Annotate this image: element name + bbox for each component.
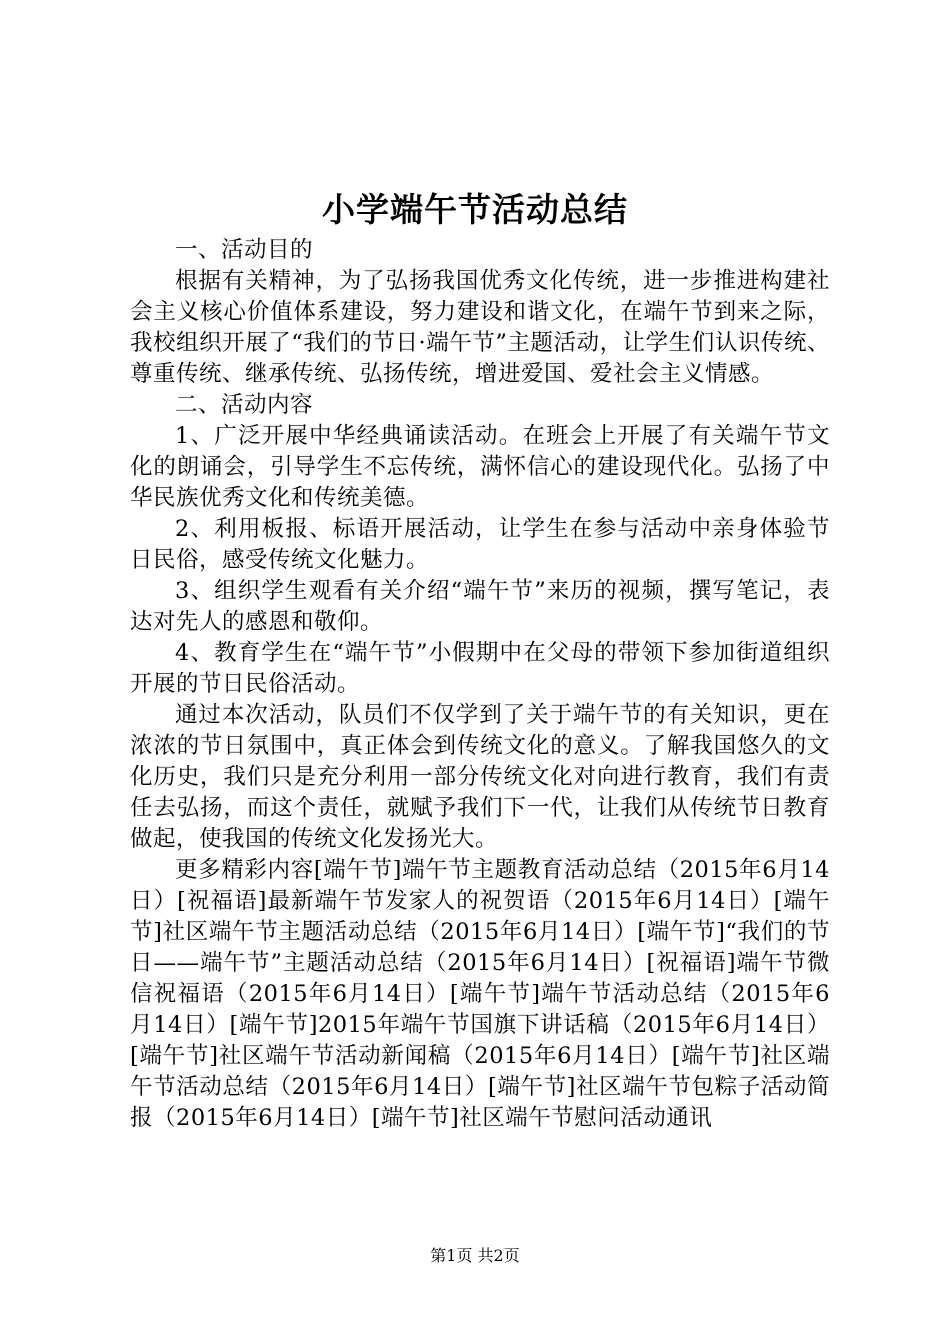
section-heading-purpose: 一、活动目的	[175, 237, 314, 263]
paragraph-purpose: 根据有关精神，为了弘扬我国优秀文化传统，进一步推进构建社会主义核心价值体系建设，努力建设和谐文化，在端午节到来之际，我校组织开展了“我们的节日·端午节”主题活动，让学生们认识传统、尊重传统、继承传统、弘扬传统，增进爱国、爱社会主义情感。	[130, 268, 830, 387]
paragraph-item-3: 3、组织学生观看有关介绍“端午节”来历的视频，撰写笔记，表达对先人的感恩和敬仰。	[130, 578, 830, 635]
paragraph-item-2: 2、利用板报、标语开展活动，让学生在参与活动中亲身体验节日民俗，感受传统文化魅力。	[130, 516, 830, 573]
paragraph-item-1: 1、广泛开展中华经典诵读活动。在班会上开展了有关端午节文化的朗诵会，引导学生不忘传统，满怀信心的建设现代化。弘扬了中华民族优秀文化和传统美德。	[130, 423, 830, 511]
section-heading-content: 二、活动内容	[175, 392, 314, 418]
paragraph-more-content: 更多精彩内容[端午节]端午节主题教育活动总结（2015年6月14日）[祝福语]最新端午节发家人的祝贺语（2015年6月14日）[端午节]社区端午节主题活动总结（2015年6月14日）[端午节]“我们的节日——端午节”主题活动总结（2015年6月14日）[祝福语]端午节微信祝福语（2015年6月14日）[端午节]端午节活动总结（2015年6月14日）[端午节]2015年端午节国旗下讲话稿（2015年6月14日）[端午节]社区端午节活动新闻稿（2015年6月14日）[端午节]社区端午节活动总结（2015年6月14日）[端午节]社区端午节包粽子活动简报（2015年6月14日）[端午节]社区端午节慰问活动通讯	[130, 857, 830, 1131]
document-title: 小学端午节活动总结	[322, 190, 628, 229]
document-body	[130, 235, 830, 1134]
page-footer: 第1页 共2页	[430, 1246, 520, 1265]
paragraph-item-4: 4、教育学生在“端午节”小假期中在父母的带领下参加街道组织开展的节日民俗活动。	[130, 640, 830, 697]
paragraph-summary: 通过本次活动，队员们不仅学到了关于端午节的有关知识，更在浓浓的节日氛围中，真正体会到传统文化的意义。了解我国悠久的文化历史，我们只是充分利用一部分传统文化对向进行教育，我们有责任去弘扬，而这个责任，就赋予我们下一代，让我们从传统节日教育做起，使我国的传统文化发扬光大。	[130, 702, 830, 852]
